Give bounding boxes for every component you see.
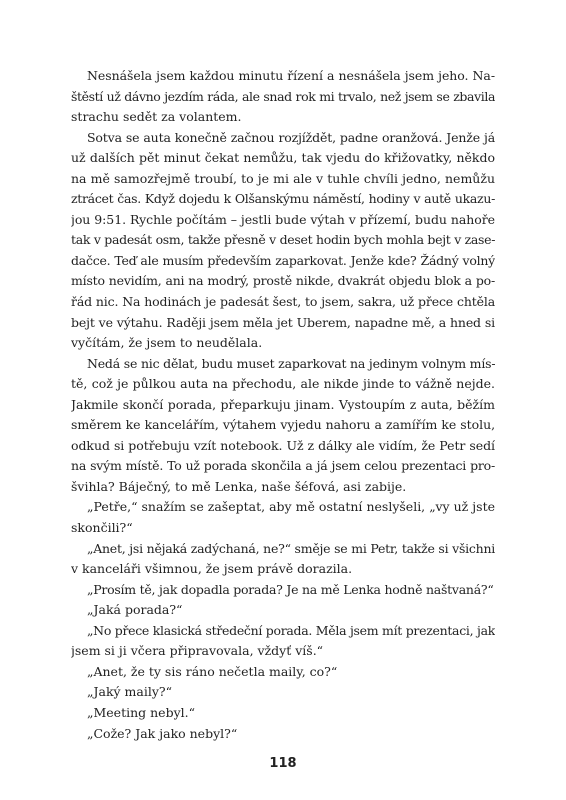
text-line: jsem si ji včera připravovala, vždyť víš.“ [71,643,324,659]
paragraph [71,66,495,128]
paragraph [71,497,495,538]
text-line: „No přece klasická středeční porada. Měla jsem mít prezentaci, jak [87,622,495,638]
paragraph [71,621,495,662]
text-line: Nesnášela jsem každou minutu řízení a nesnášela jsem jeho. Na- [87,68,495,83]
text-line: už dalších pět minut čekat nemůžu, tak vjedu do křižovatky, někdo [71,150,495,166]
text-line: tak v padesát osm, takže přesně v deset hodin bych mohla bejt v zase- [71,232,495,248]
text-line: „Cože? Jak jako nebyl?“ [87,725,238,741]
text-line: Jakmile skončí porada, přeparkuju jinam. Vystoupím z auta, běžím [71,396,495,412]
text-line: „Meeting nebyl.“ [87,704,195,720]
text-line: odkud si potřebuju vzít notebook. Už z dálky ale vidím, že Petr sedí [71,437,495,453]
page-number: 118 [269,756,297,771]
text-line: „Prosím tě, jak dopadla porada? Je na mě Lenka hodně naštvaná?“ [87,581,494,597]
paragraph [71,703,495,724]
text-line: strachu sedět za volantem. [71,109,242,125]
text-line: řád nic. Na hodinách je padesát šest, to jsem, sakra, už přece chtěla [71,294,495,310]
text-line: na mě samozřejmě troubí, to je mi ale v tuhle chvíli jedno, nemůžu [71,170,495,186]
text-line: vyčítám, že jsem to neudělala. [71,335,263,351]
text-line: místo nevidím, ani na modrý, prostě nikde, dvakrát objedu blok a po- [71,273,495,289]
text-line: bejt ve výtahu. Raději jsem měla jet Uberem, napadne mě, a hned si [71,314,495,330]
paragraph [71,682,495,703]
text-line: štěstí už dávno jezdím ráda, ale snad rok mi trvalo, než jsem se zbavila [71,88,495,104]
text-line: skončili?“ [71,520,133,536]
text-line: „Jaký maily?“ [87,684,173,700]
paragraph [71,354,495,498]
text-line: v kanceláři všimnou, že jsem právě dorazila. [71,561,353,577]
text-line: jou 9:51. Rychle počítám – jestli bude výtah v přízemí, budu nahoře [71,211,495,227]
text-line: švihla? Báječný, to mě Lenka, naše šéfová, asi zabije. [71,478,407,494]
text-line: „Anet, že ty sis ráno nečetla maily, co?“ [87,663,338,679]
paragraph [71,724,495,745]
paragraph [71,600,495,621]
paragraph [71,128,495,354]
text-line: na svým místě. To už porada skončila a já jsem celou prezentaci pro- [71,458,495,474]
paragraph [71,580,495,601]
paragraph [71,662,495,683]
text-line: Nedá se nic dělat, budu muset zaparkovat na jedinym volnym mís- [87,355,495,371]
text-line: „Petře,“ snažím se zašeptat, aby mě ostatní neslyšeli, „vy už jste [87,499,495,515]
body-text [71,66,495,744]
paragraph [71,539,495,580]
text-line: „Anet, jsi nějaká zadýchaná, ne?“ směje se mi Petr, takže si všichni [87,540,495,556]
text-line: dačce. Teď ale musím především zaparkovat. Jenže kde? Žádný volný [71,252,495,268]
text-line: „Jaká porada?“ [87,602,183,618]
text-line: směrem ke kancelářím, výtahem vyjedu nahoru a zamířím ke stolu, [71,417,495,433]
text-line: tě, což je půlkou auta na přechodu, ale nikde jinde to vážně nejde. [71,376,495,392]
text-line: Sotva se auta konečně začnou rozjíždět, padne oranžová. Jenže já [87,129,495,145]
text-line: ztrácet čas. Když dojedu k Olšanskýmu náměstí, hodiny v autě ukazu- [71,191,495,207]
